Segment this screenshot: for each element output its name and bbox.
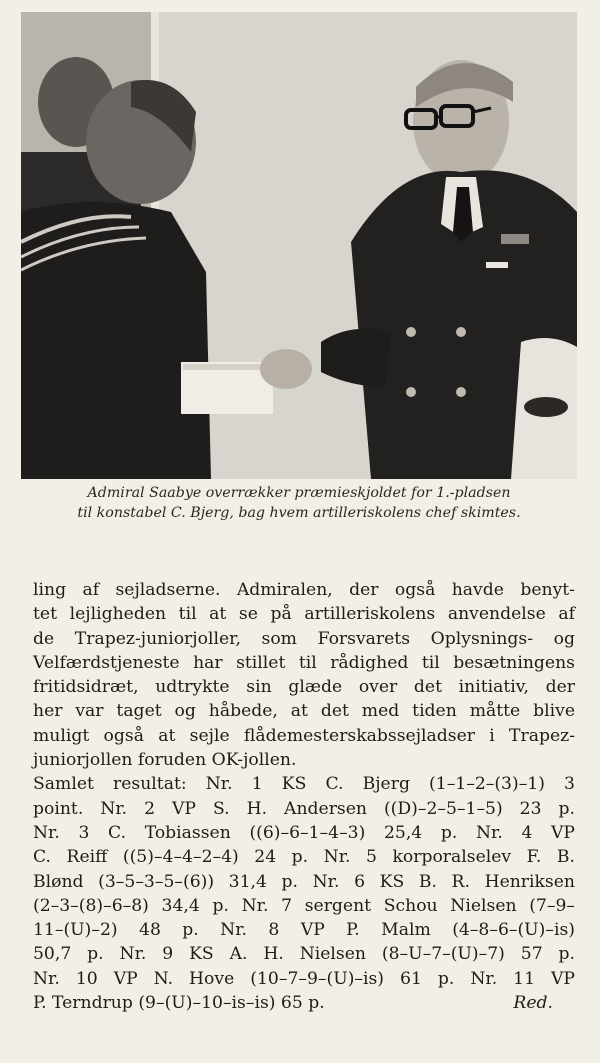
text-line: C. Reiff ((5)–4–4–2–4) 24 p. Nr. 5 korporalselev F. B. [33,847,575,868]
photo-image [21,12,577,479]
caption-line-2: til konstabel C. Bjerg, bag hvem artilleriskolens chef skimtes. [77,505,521,521]
text-line: Velfærdstjeneste har stillet til rådighed til besætningens [33,652,575,673]
text-line: muligt også at sejle flådemesterskabssejladser i Trapez- [33,725,575,746]
photo-caption [21,483,577,523]
text-line: Nr. 3 C. Tobiassen ((6)–6–1–4–3) 25,4 p. Nr. 4 VP [33,822,575,843]
caption-line-1: Admiral Saabye overrækker præmieskjoldet for 1.-pladsen [87,485,511,501]
text-line: juniorjollen foruden OK-jollen. [33,750,297,771]
text-line: fritidsidræt, udtrykte sin glæde over det initiativ, der [33,677,575,698]
text-line: de Trapez-juniorjoller, som Forsvarets Oplysnings- og [33,628,575,649]
text-line: Samlet resultat: Nr. 1 KS C. Bjerg (1–1–2–(3)–1) 3 [33,774,575,795]
paragraph-results [33,772,575,1015]
text-line-final [33,991,575,1015]
text-line: tet lejligheden til at se på artilleriskolens anvendelse af [33,604,575,625]
text-line: 50,7 p. Nr. 9 KS A. H. Nielsen (8–U–7–(U)–7) 57 p. [33,944,575,965]
paragraph-1 [33,578,575,772]
signature: Red. [513,993,553,1014]
text-line: Nr. 10 VP N. Hove (10–7–9–(U)–is) 61 p. Nr. 11 VP [33,968,575,989]
text-line: her var taget og håbede, at det med tiden måtte blive [33,701,575,722]
photograph [21,12,577,479]
text-line: ling af sejladserne. Admiralen, der også havde benyt- [33,580,575,600]
text-line: Blønd (3–5–3–5–(6)) 31,4 p. Nr. 6 KS B. R. Henriksen [33,871,575,892]
article-body [33,578,575,1015]
text-line: P. Terndrup (9–(U)–10–is–is) 65 p. [33,993,325,1014]
text-line: 11–(U)–2) 48 p. Nr. 8 VP P. Malm (4–8–6–(U)–is) [33,920,575,941]
text-line: point. Nr. 2 VP S. H. Andersen ((D)–2–5–1–5) 23 p. [33,798,575,819]
text-line: (2–3–(8)–6–8) 34,4 p. Nr. 7 sergent Schou Nielsen (7–9– [33,895,575,916]
